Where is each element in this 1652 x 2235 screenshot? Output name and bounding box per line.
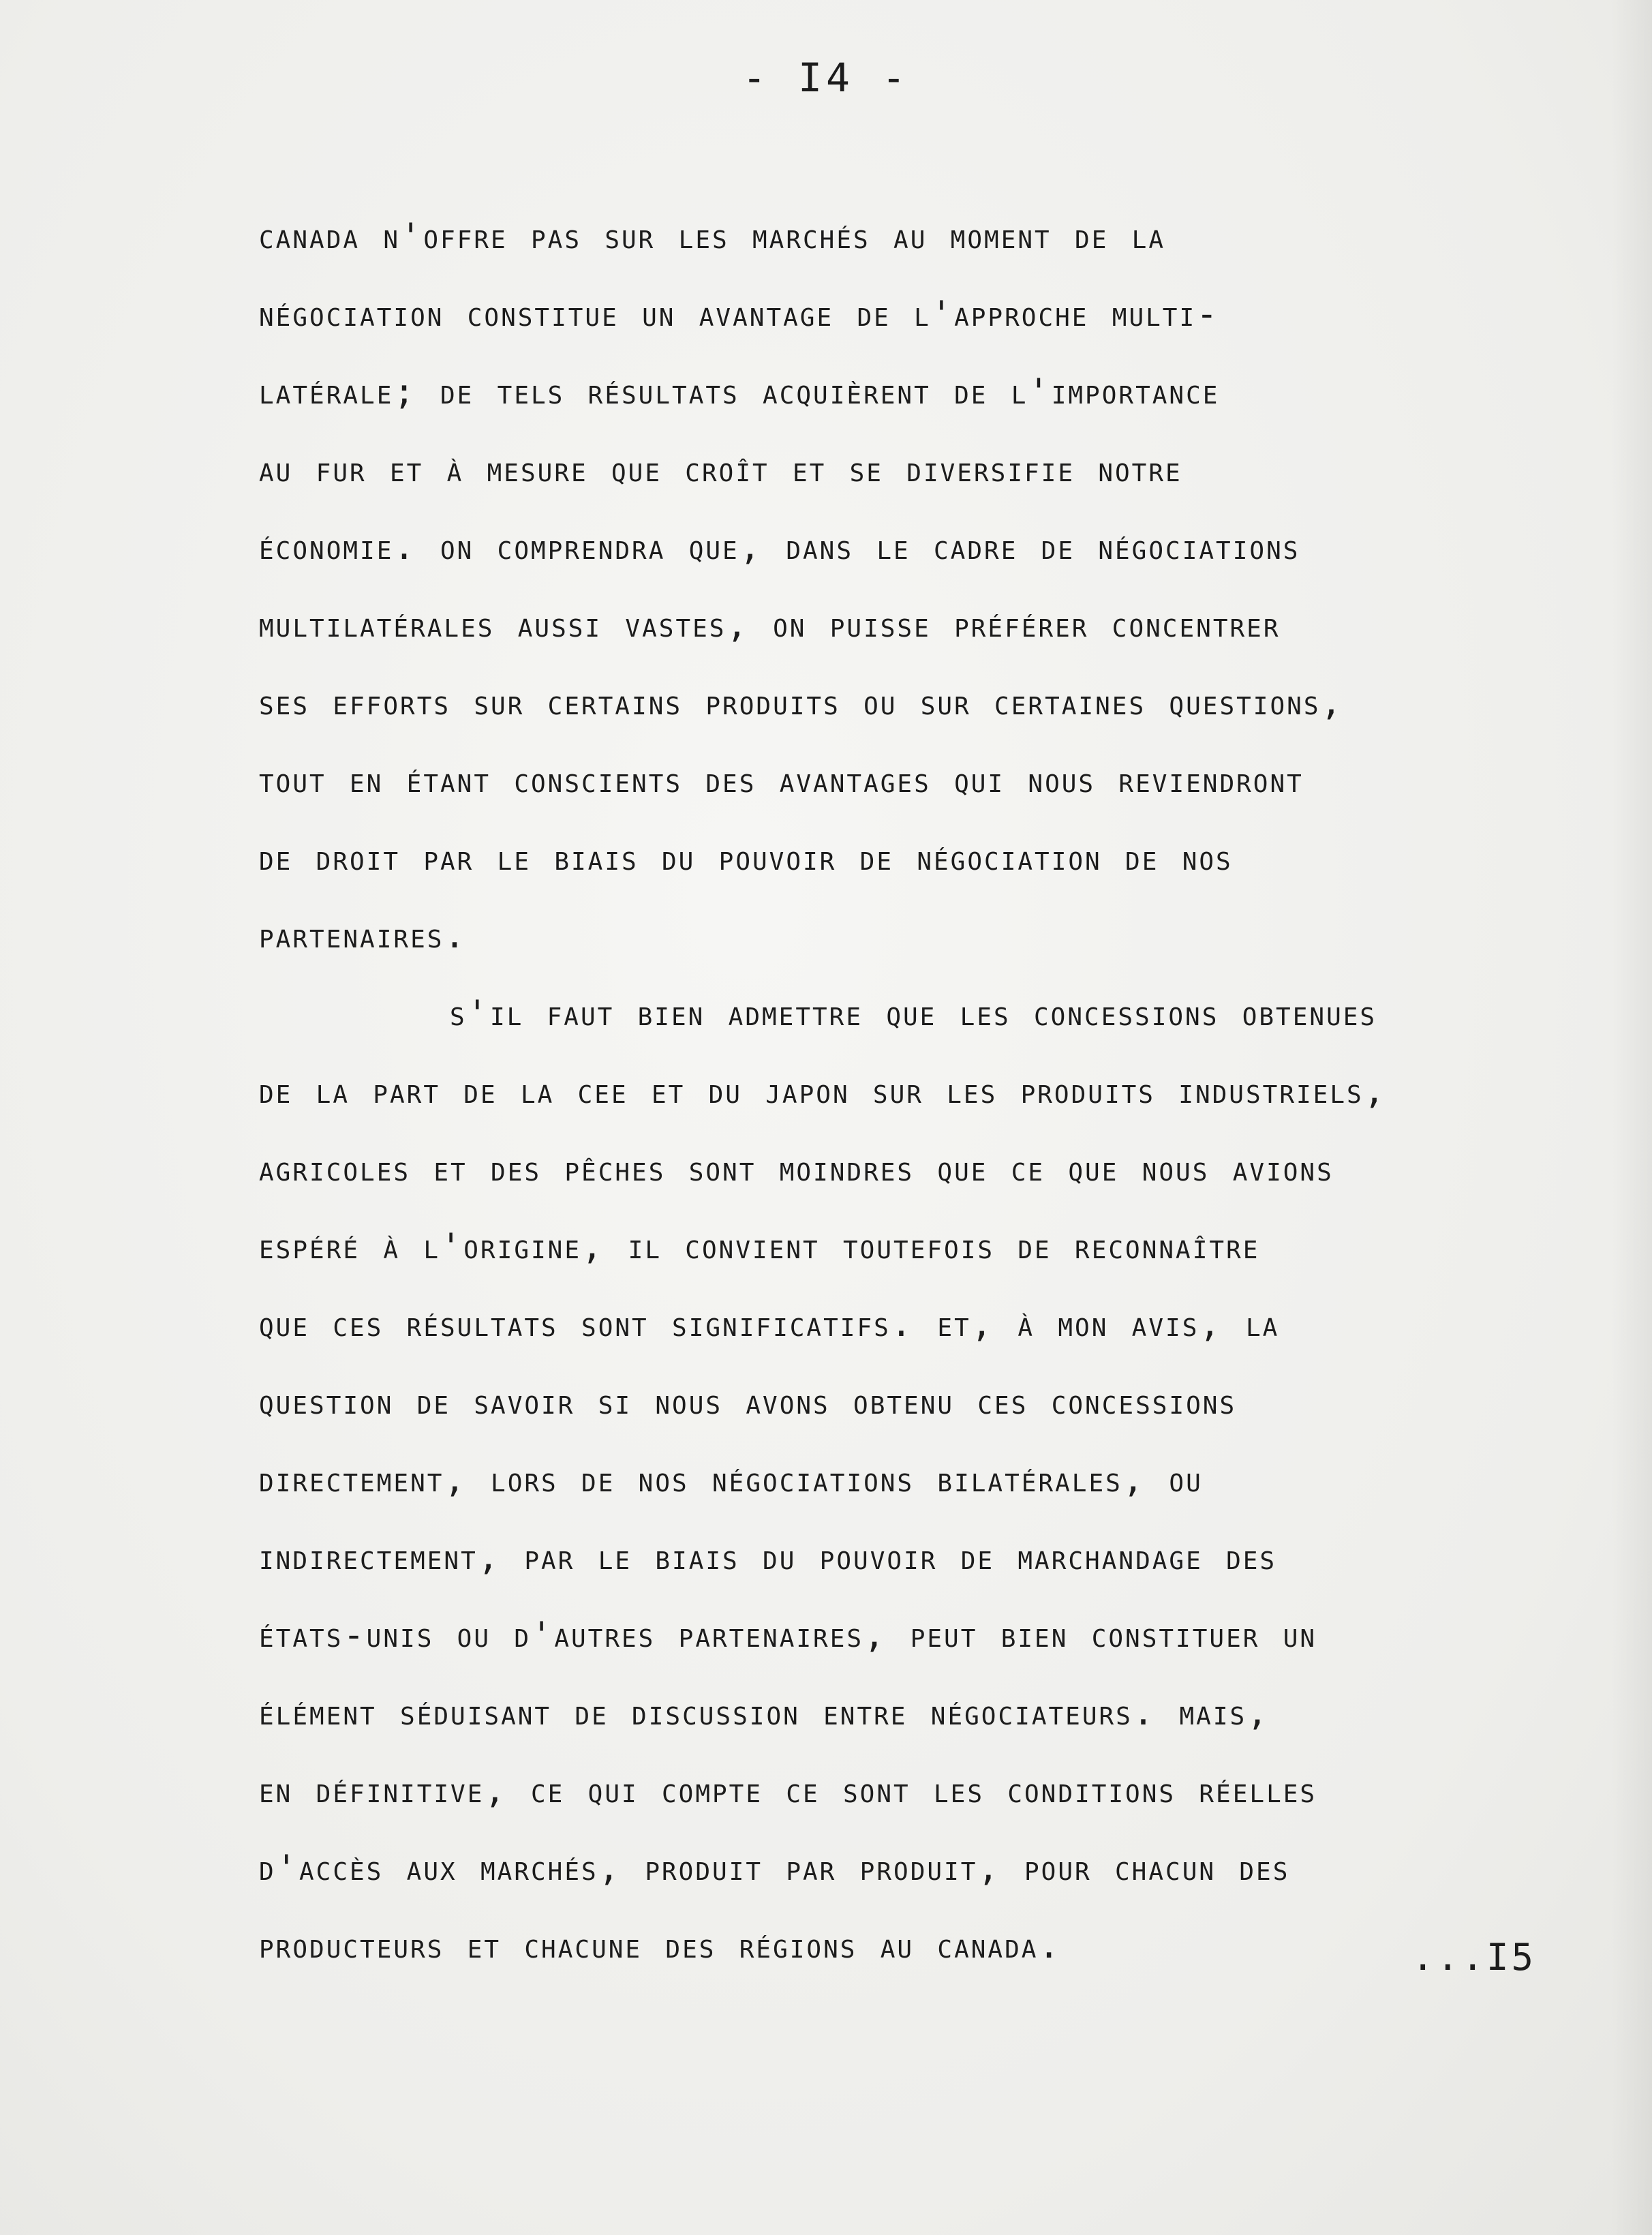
text-line: partenaires. <box>259 915 468 956</box>
text-line: en définitive, ce qui compte ce sont les conditions réelles <box>259 1770 1317 1811</box>
text-line: élément séduisant de discussion entre négociateurs. mais, <box>259 1692 1270 1733</box>
text-line: ses efforts sur certains produits ou sur certaines questions, <box>259 682 1344 723</box>
text-line: canada n'offre pas sur les marchés au moment de la <box>259 216 1166 257</box>
text-line: de droit par le biais du pouvoir de négociation de nos <box>259 838 1233 879</box>
body-text <box>259 198 1540 1985</box>
text-line: latérale; de tels résultats acquièrent de l'importance <box>259 371 1220 412</box>
text-line: question de savoir si nous avons obtenu ces concessions <box>259 1382 1237 1423</box>
text-line: que ces résultats sont significatifs. et, à mon avis, la <box>259 1304 1280 1345</box>
continuation-marker: ...I5 <box>1411 1936 1536 1979</box>
text-line: indirectement, par le biais du pouvoir de marchandage des <box>259 1537 1277 1578</box>
text-line: états-unis ou d'autres partenaires, peut bien constituer un <box>259 1615 1317 1656</box>
page-number: - I4 - <box>742 55 910 101</box>
text-line: au fur et à mesure que croît et se diversifie notre <box>259 449 1182 490</box>
text-line: producteurs et chacune des régions au canada. <box>259 1926 1062 1966</box>
text-line: agricoles et des pêches sont moindres que ce que nous avions <box>259 1149 1334 1189</box>
text-line: multilatérales aussi vastes, on puisse préférer concentrer <box>259 605 1281 645</box>
text-line: s'il faut bien admettre que les concessions obtenues <box>450 993 1377 1034</box>
text-line: espéré à l'origine, il convient toutefois de reconnaître <box>259 1226 1260 1267</box>
text-line: de la part de la cee et du japon sur les produits industriels, <box>259 1071 1388 1112</box>
paragraph-2 <box>259 975 1540 1985</box>
text-line: directement, lors de nos négociations bilatérales, ou <box>259 1459 1203 1500</box>
text-line: négociation constitue un avantage de l'approche multi- <box>259 294 1220 335</box>
text-line: tout en étant conscients des avantages qui nous reviendront <box>259 760 1304 801</box>
text-line: économie. on comprendra que, dans le cadre de négociations <box>259 527 1300 568</box>
paragraph-1 <box>259 198 1540 975</box>
text-line: d'accès aux marchés, produit par produit, pour chacun des <box>259 1848 1290 1889</box>
page-edge-shadow <box>1611 0 1652 2235</box>
